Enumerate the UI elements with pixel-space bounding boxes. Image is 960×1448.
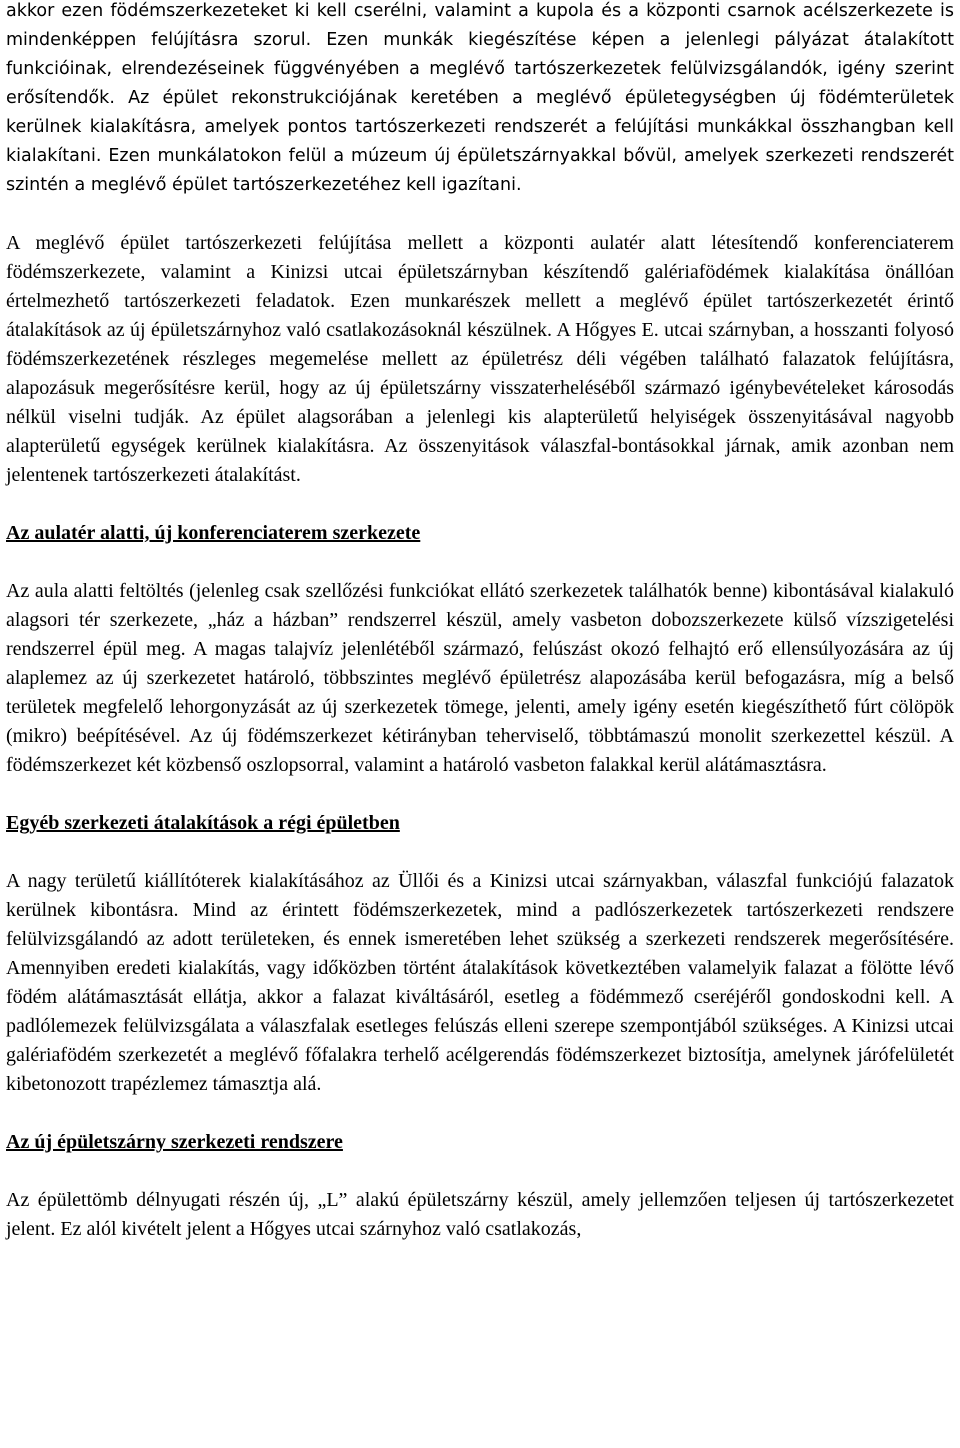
paragraph-renovation: A meglévő épület tartószerkezeti felújítása mellett a központi aulatér alatt létesítendő konferenciaterem födémszerkezete, valamint a Kinizsi utcai épületszárnyban készítendő galériafödémek kialakítása önállóan értelmezhető tartószerkezeti feladatok. Ezen munkarészek mellett a meglévő épület tartószerkezetét érintő átalakítások az új épületszárnyhoz való csatlakozásoknál készülnek. A Hőgyes E. utcai szárnyban, a hosszanti folyosó födémszerkezetének részleges megemelése mellett az épületrész déli végében található falazatok felújításra, alapozásuk megerősítésre kerül, hogy az új épületszárny visszaterheléséből származó igénybevételeket károsodás nélkül viselni tudják. Az épület alagsorában a jelenlegi kis alapterületű helyiségek összenyitásával nagyobb alapterületű egységek kerülnek kialakításra. Az összenyitások válaszfal-bontásokkal járnak, amik azonban nem jelentenek tartószerkezeti átalakítást. (6, 232, 954, 486)
heading-conference-room: Az aulatér alatti, új konferenciaterem szerkezete (6, 522, 421, 544)
paragraph-other-alterations: A nagy területű kiállítóterek kialakításához az Üllői és a Kinizsi utcai szárnyakban, válaszfal funkciójú falazatok kerülnek kibontásra. Mind az érintett födémszerkezetek, mind a padlószerkezetek tartószerkezeti rendszere felülvizsgálandó az adott területeken, és ennek ismeretében lehet szükség a szerkezeti rendszerek megerősítésére. Amennyiben eredeti kialakítás, vagy időközben történt átalakítások következtében valamelyik falazat a fölötte lévő födém alátámasztását ellátja, akkor a falazat kiváltásáról, esetleg a födémmező cseréjéről gondoskodni kell. A padlólemezek felülvizsgálata a válaszfalak esetleges felúszás elleni szerepe szempontjából szükséges. A Kinizsi utcai galériafödém szerkezetét a meglévő főfalakra terhelő acélgerendás födémszerkezet biztosítja, amelynek járófelületét kibetonozott trapézlemez támasztja alá. (6, 870, 954, 1095)
paragraph-intro: akkor ezen födémszerkezeteket ki kell cserélni, valamint a kupola és a központi csarnok acélszerkezete is mindenképpen felújításra szorul. Ezen munkák kiegészítése képen a jelenlegi pályázat átalakított funkcióinak, elrendezéseinek függvényében a meglévő tartószerkezetek felülvizsgálandók, igény szerint erősítendők. Az épület rekonstrukciójának keretében a meglévő épületegységben új födémterületek kerülnek kialakításra, amelyek pontos tartószerkezeti rendszerét a felújítási munkákkal összhangban kell kialakítani. Ezen munkálatokon felül a múzeum új épületszárnyakkal bővül, amelyek szerkezeti rendszerét szintén a meglévő épület tartószerkezetéhez kell igazítani. (6, 1, 954, 195)
paragraph-new-wing: Az épülettömb délnyugati részén új, „L” alakú épületszárny készül, amely jellemzően teljesen új tartószerkezetet jelent. Ez alól kivételt jelent a Hőgyes utcai szárnyhoz való csatlakozás, (6, 1189, 954, 1240)
heading-other-alterations: Egyéb szerkezeti átalakítások a régi épületben (6, 812, 400, 834)
heading-new-wing: Az új épületszárny szerkezeti rendszere (6, 1131, 343, 1153)
paragraph-conference-room: Az aula alatti feltöltés (jelenleg csak szellőzési funkciókat ellátó szerkezetek találhatók benne) kibontásával kialakuló alagsori tér szerkezete, „ház a házban” rendszerrel készül, amely vasbeton dobozszerkezete külső vízszigetelési rendszerrel épül meg. A magas talajvíz jelenlétéből származó, felúszást okozó felhajtó erő ellensúlyozására az új alaplemez az új szerkezetet határoló, többszintes meglévő épületrész alapozásába kerül befogazásra, míg a belső területek megfelelő lehorgonyzását az új szerkezetek tömege, jelenti, amely igény esetén kiegészíthető fúrt cölöpök (mikro) beépítésével. Az új födémszerkezet kétirányban teherviselő, többtámaszú monolit szerkezettel készül. A födémszerkezet két közbenső oszlopsorral, valamint a határoló vasbeton falakkal kerül alátámasztásra. (6, 580, 954, 776)
